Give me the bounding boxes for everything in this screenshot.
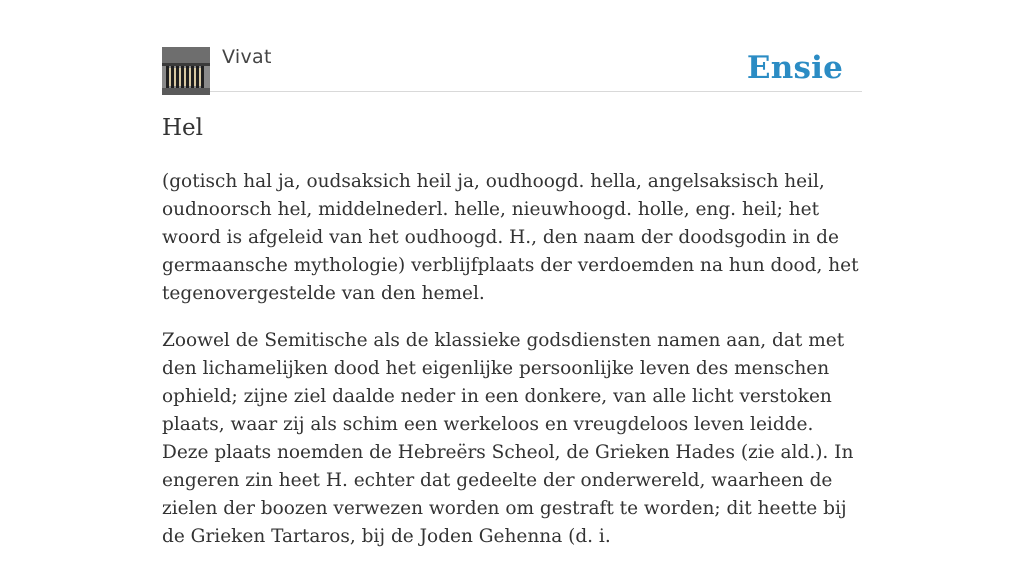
brand-logo[interactable]: Ensie (746, 50, 843, 86)
article-title: Hel (162, 115, 204, 141)
article-body (162, 168, 862, 570)
article-page (162, 0, 862, 547)
book-spines-icon (162, 47, 210, 95)
article-paragraph: Zoowel de Semitische als de klassieke godsdiensten namen aan, dat met den lichamelijken dood het eigenlijke persoonlijke leven des menschen ophield; zijne ziel daalde neder in een donkere, van alle licht verstoken plaats, waar zij als schim een werkeloos en vreugdeloos leven leidde. Deze plaats noemden de Hebreërs Scheol, de Grieken Hades (zie ald.). In engeren zin heet H. echter dat gedeelte der onderwereld, waarheen de zielen der boozen verwezen worden om gestraft te worden; dit heette bij de Grieken Tartaros, bij de Joden Gehenna (d. i. (162, 330, 854, 547)
source-header (162, 0, 862, 92)
source-name[interactable]: Vivat (222, 46, 272, 68)
source-avatar[interactable] (162, 47, 210, 95)
article-paragraph: (gotisch hal ja, oudsaksich heil ja, oudhoogd. hella, angelsaksisch heil, oudnoorsch hel, middelnederl. helle, nieuwhoogd. holle, eng. heil; het woord is afgeleid van het oudhoogd. H., den naam der doodsgodin in de germaansche mythologie) verblijfplaats der verdoemden na hun dood, het tegenovergestelde van den hemel. (162, 171, 859, 304)
